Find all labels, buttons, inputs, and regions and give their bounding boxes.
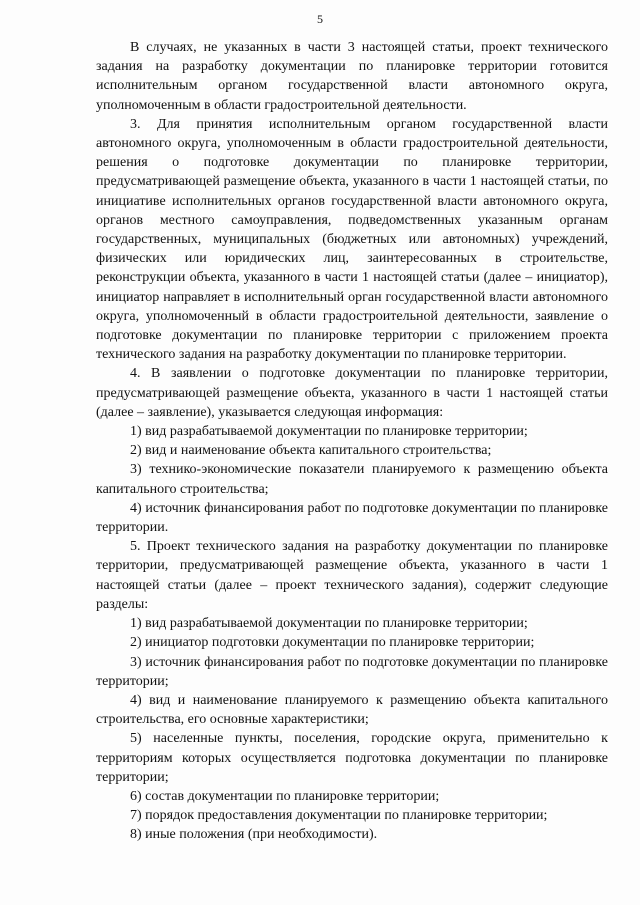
list-technical-task-sections [96,614,608,844]
paragraph-4: 4. В заявлении о подготовке документации по планировке территории, предусматривающей размещение объекта, указанного в части 1 настоящей статьи (далее – заявление), указывается следующая информация: [96,366,608,420]
list-item: 1) вид разрабатываемой документации по планировке территории; [130,424,528,440]
document-body [96,38,608,845]
list-item: 8) иные положения (при необходимости). [130,827,378,843]
list-item: 3) технико-экономические показатели планируемого к размещению объекта капитального строительства; [96,462,608,497]
page-number: 5 [317,12,323,26]
list-item: 5) населенные пункты, поселения, городские округа, применительно к территориям которых осуществляется подготовка документации по планировке территории; [96,731,608,785]
list-item: 6) состав документации по планировке территории; [130,788,440,804]
list-item: 1) вид разрабатываемой документации по планировке территории; [130,616,528,632]
paragraph-default-case: В случаях, не указанных в части 3 настоящей статьи, проект технического задания на разработку документации по планировке территории готовится исполнительным органом государственной власти автономного округа, уполномоченным в области градостроительной деятельности. [96,40,608,113]
list-item: 2) инициатор подготовки документации по планировке территории; [130,635,535,651]
paragraph-5: 5. Проект технического задания на разработку документации по планировке территории, предусматривающей размещение объекта, указанного в части 1 настоящей статьи (далее – проект технического задания), содержит следующие разделы: [96,539,608,612]
list-item: 7) порядок предоставления документации по планировке территории; [130,808,548,824]
list-item: 4) вид и наименование планируемого к размещению объекта капитального строительства, его основные характеристики; [96,692,608,728]
list-item: 4) источник финансирования работ по подготовке документации по планировке территории. [96,500,608,536]
list-application-info [96,422,608,537]
list-item: 3) источник финансирования работ по подготовке документации по планировке территории; [96,654,608,689]
paragraph-3: 3. Для принятия исполнительным органом государственной власти автономного округа, уполномоченным в области градостроительной деятельности, решения о подготовке документации по планировке территории, предусматривающей размещение объекта, указанного в части 1 настоящей статьи, по инициативе исполнительных органов государственной власти автономного округа, органов местного самоуправления, подведомственных указанным органам государственных, муниципальных (бюджетных или автономных) учреждений, физических или юридических лиц, заинтересованных в строительстве, реконструкции объекта, указанного в части 1 настоящей статьи (далее – инициатор), инициатор направляет в исполнительный орган государственной власти автономного округа, уполномоченный в области градостроительной деятельности, заявление о подготовке документации по планировке территории с приложением проекта технического задания на разработку документации по планировке территории. [96,116,608,363]
list-item: 2) вид и наименование объекта капитального строительства; [130,443,492,459]
